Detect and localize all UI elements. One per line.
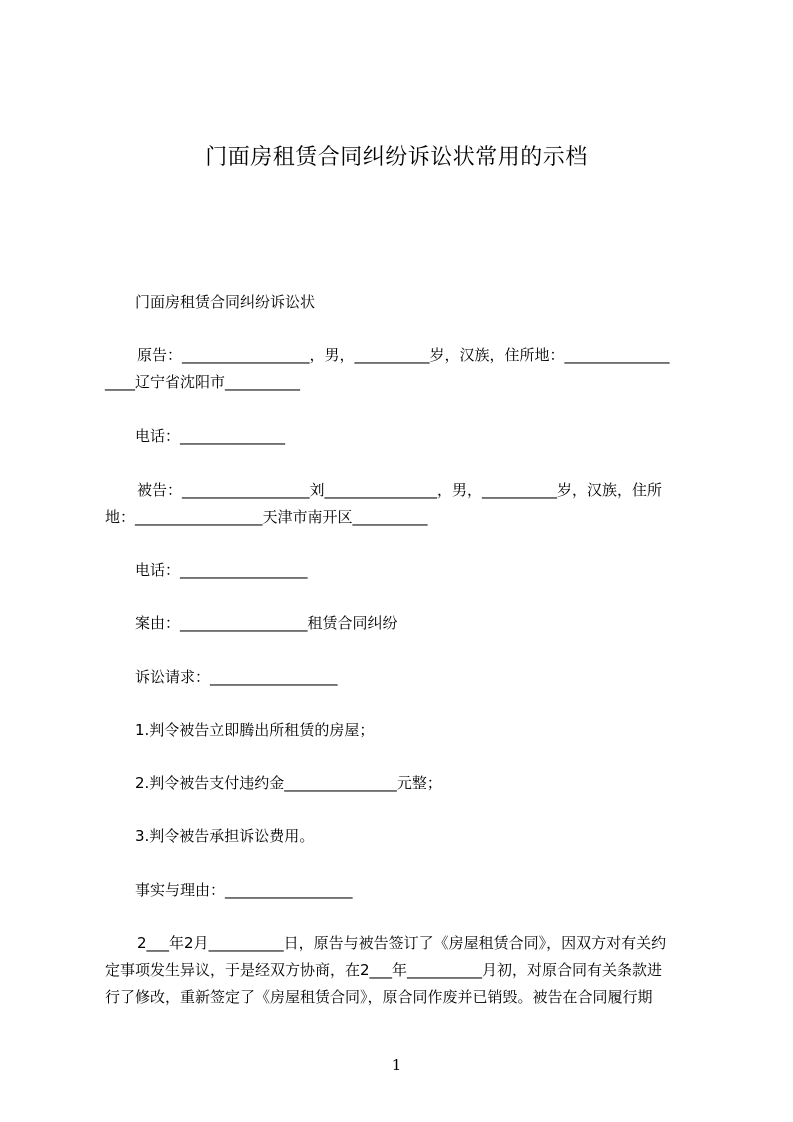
facts-paragraph-line-2: 定事项发生异议，于是经双方协商，在2___年__________月初，对原合同有关条款进: [105, 961, 663, 979]
document-title: 门面房租赁合同纠纷诉讼状常用的示档: [205, 145, 588, 170]
plaintiff-line: 原告：_________________，男，__________岁，汉族，住所地：______________: [137, 346, 670, 364]
facts-paragraph-line-3: 行了修改，重新签定了《房屋租赁合同》，原合同作废并已销毁。被告在合同履行期: [105, 988, 653, 1006]
claims-heading: 诉讼请求：_________________: [135, 668, 338, 686]
facts-paragraph-line-1: 2___年2月__________日，原告与被告签订了《房屋租赁合同》，因双方对有关约: [137, 934, 667, 952]
plaintiff-address-line: ____辽宁省沈阳市__________: [105, 373, 301, 391]
subtitle-line: 门面房租赁合同纠纷诉讼状: [135, 293, 316, 311]
claim-item-1: 1.判令被告立即腾出所租赁的房屋；: [135, 721, 375, 739]
facts-heading: 事实与理由：_________________: [135, 881, 353, 899]
claim-item-3: 3.判令被告承担诉讼费用。: [135, 827, 315, 845]
claim-item-2: 2.判令被告支付违约金_______________元整；: [135, 774, 442, 792]
page-number: 1: [391, 1056, 402, 1074]
cause-line: 案由：_________________租赁合同纠纷: [135, 614, 398, 632]
defendant-phone-line: 电话：_________________: [135, 561, 308, 579]
defendant-line: 被告：_________________刘_______________，男，__________岁，汉族，住所: [137, 481, 663, 499]
plaintiff-phone-line: 电话：______________: [135, 427, 286, 445]
defendant-address-line: 地：_________________天津市南开区__________: [105, 508, 428, 526]
